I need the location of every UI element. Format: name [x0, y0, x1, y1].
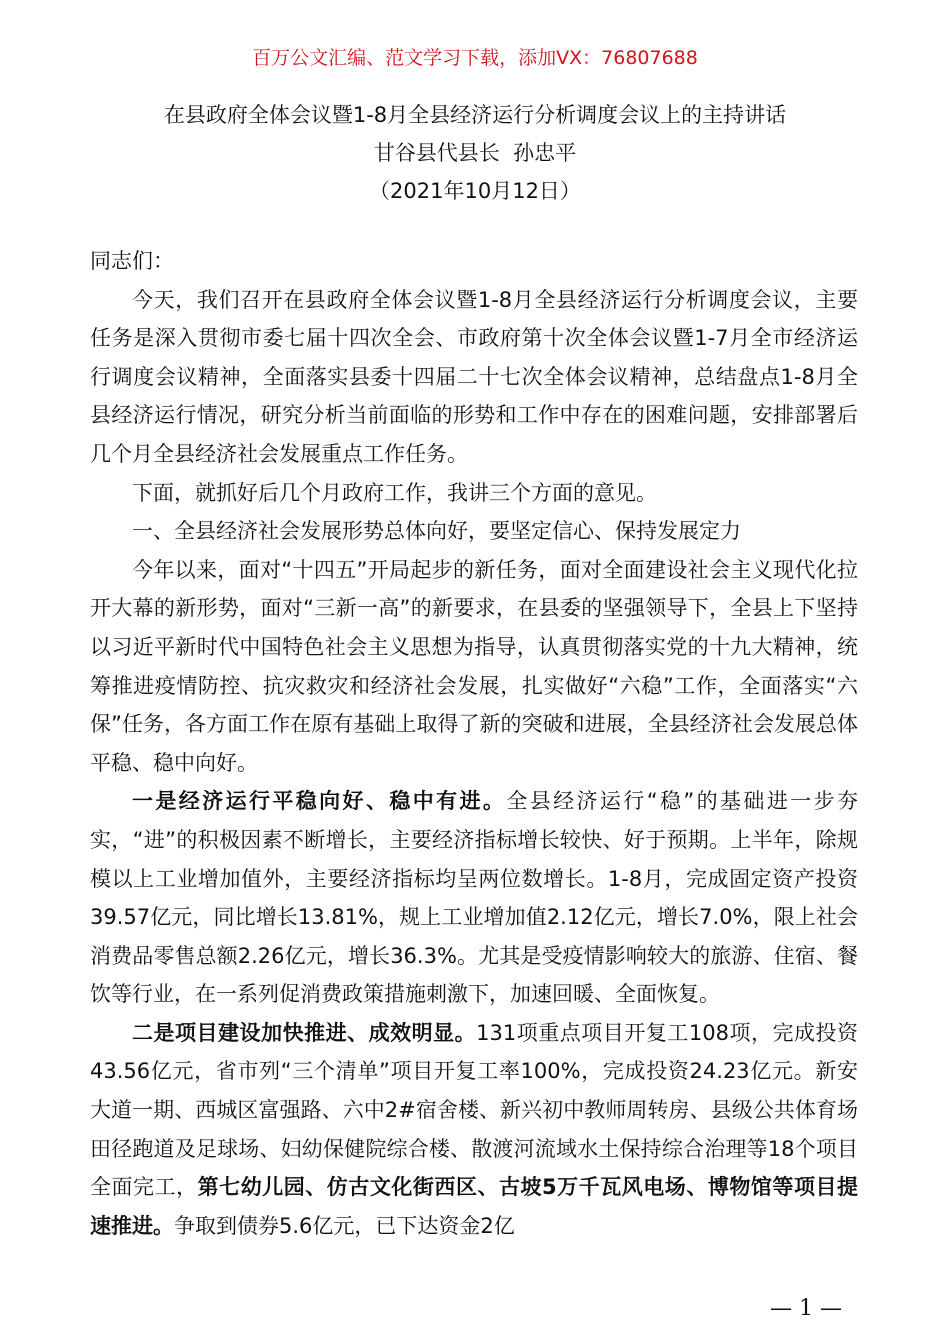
paragraph-lead: 一是经济运行平稳向好、稳中有进。	[132, 789, 507, 814]
paragraph: 今天，我们召开在县政府全体会议暨1-8月全县经济运行分析调度会议，主要任务是深入贯彻市委七届十四次全会、市政府第十次全体会议暨1-7月全市经济运行调度会议精神，全面落实县委十四届二十七次全体会议精神，总结盘点1-8月全县经济运行情况，研究分析当前面临的形势和工作中存在的困难问题，安排部署后几个月全县经济社会发展重点工作任务。	[90, 287, 858, 466]
date-line: （2021年10月12日）	[369, 179, 581, 203]
speaker-line: 甘谷县代县长 孙忠平	[373, 141, 577, 165]
paragraph: 今年以来，面对“十四五”开局起步的新任务，面对全面建设社会主义现代化拉开大幕的新形势，面对“三新一高”的新要求，在县委的坚强领导下，全县上下坚持以习近平新时代中国特色社会主义思想为指导，认真贯彻落实党的十九大精神，统筹推进疫情防控、抗灾救灾和经济社会发展，扎实做好“六稳”工作，全面落实“六保”任务，各方面工作在原有基础上取得了新的突破和进展，全县经济社会发展总体平稳、稳中向好。	[90, 557, 858, 775]
paragraph-text: 全县经济运行“稳”的基础进一步夯实，“进”的积极因素不断增长，主要经济指标增长较快、好于预期。上半年，除规模以上工业增加值外，主要经济指标均呈两位数增长。1-8月，完成固定资产投资39.57亿元，同比增长13.81%，规上工业增加值2.12亿元，增长7.0%，限上社会消费品零售总额2.26亿元，增长36.3%。尤其是受疫情影响较大的旅游、住宿、餐饮等行业，在一系列促消费政策措施刺激下，加速回暖、全面恢复。	[90, 789, 859, 1007]
paragraph	[90, 782, 858, 1014]
paragraph: 下面，就抓好后几个月政府工作，我讲三个方面的意见。	[132, 480, 657, 505]
section-heading: 一、全县经济社会发展形势总体向好，要坚定信心、保持发展定力	[132, 519, 741, 544]
paragraph	[90, 1014, 858, 1246]
paragraph-lead: 二是项目建设加快推进、成效明显。	[132, 1020, 477, 1045]
salutation: 同志们：	[90, 249, 174, 273]
title-block	[0, 96, 950, 210]
document-body	[90, 242, 858, 1245]
watermark-ad: 百万公文汇编、范文学习下载，添加VX：76807688	[252, 47, 698, 69]
paragraph-text: 131项重点项目开复工108项，完成投资43.56亿元，省市列“三个清单”项目开复工率100%，完成投资24.23亿元。新安大道一期、西城区富强路、六中2#宿舍楼、新兴初中教师周转房、县级公共体育场田径跑道及足球场、妇幼保健院综合楼、散渡河流域水土保持综合治理等18个项目全面完工，	[90, 1020, 858, 1200]
paragraph-text: 争取到债券5.6亿元，已下达资金2亿	[174, 1213, 515, 1238]
document-title: 在县政府全体会议暨1-8月全县经济运行分析调度会议上的主持讲话	[163, 103, 787, 127]
paragraph-bold-text: 第七幼儿园、仿古文化街西区、古坡5万千瓦风电场、博物馆等项目提速推进。	[90, 1175, 859, 1238]
page-number: — 1 —	[770, 1296, 842, 1321]
